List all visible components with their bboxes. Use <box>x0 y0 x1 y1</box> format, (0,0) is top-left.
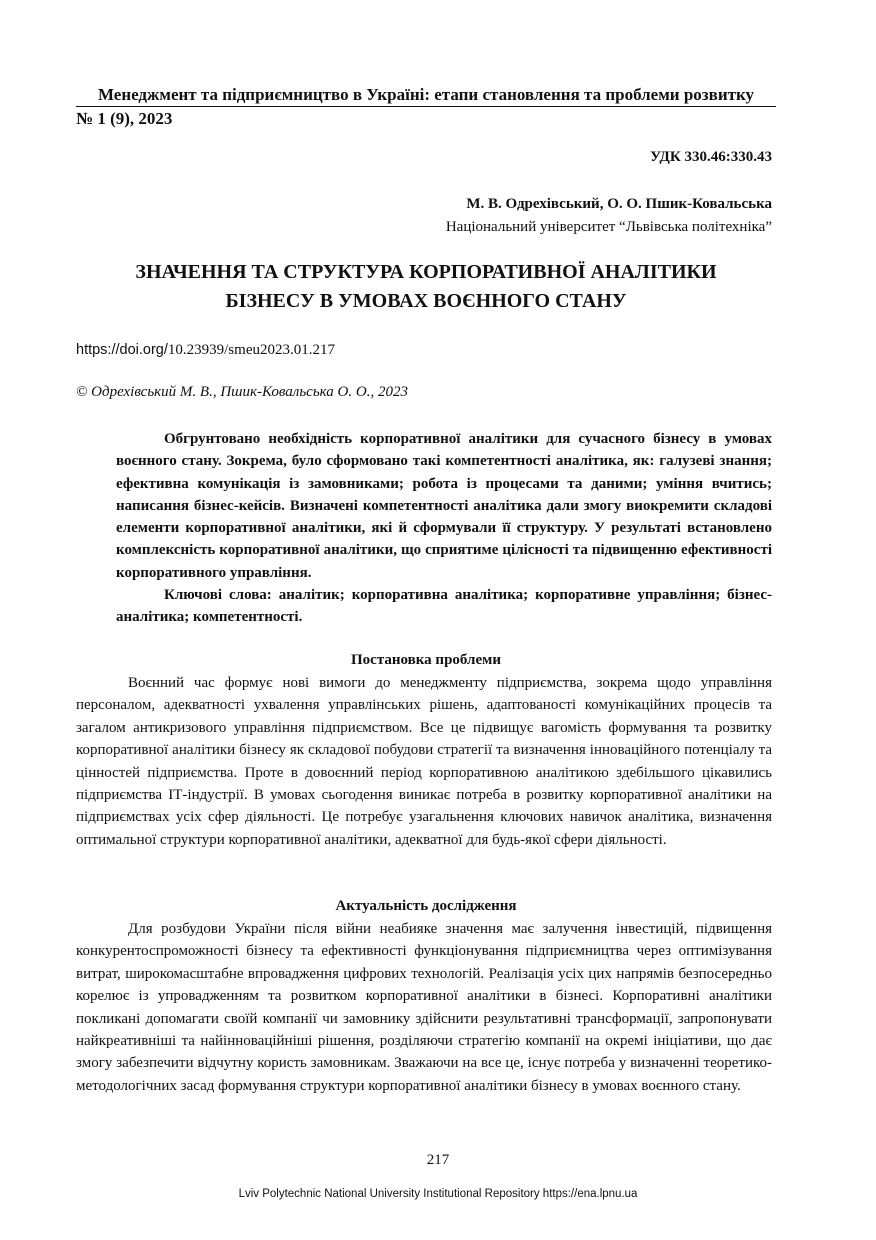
section-body-relevance <box>76 918 772 1097</box>
abstract <box>116 428 772 629</box>
doi-suffix: 10.23939/smeu2023.01.217 <box>167 342 335 358</box>
section-heading-relevance: Актуальність дослідження <box>335 898 517 914</box>
keywords: Ключові слова: аналітик; корпоративна аналітика; корпоративне управління; бізнес-аналітика; компетентності. <box>116 587 772 626</box>
section-heading-problem: Постановка проблеми <box>351 652 501 668</box>
issue-number: № 1 (9), 2023 <box>76 109 173 128</box>
udc-code: УДК 330.46:330.43 <box>650 149 772 165</box>
abstract-text: Обгрунтовано необхідність корпоративної аналітики для сучасного бізнесу в умовах воєнного стану. Зокрема, було сформовано такі компетентності аналітика, як: галузеві знання; ефективна комунікація із замовниками; робота із процесами та даними; уміння вчитись; написання бізнес-кейсів. Визначені компетентності аналітика дали змогу виокремити складові елементи корпоративної аналітики, які й сформували її структуру. У результаті встановлено комплексність корпоративної аналітики, що сприятиме цілісності та підвищенню ефективності корпоративного управління. <box>116 431 772 581</box>
article-title-line-1: ЗНАЧЕННЯ ТА СТРУКТУРА КОРПОРАТИВНОЇ АНАЛІТИКИ <box>135 261 717 283</box>
section-paragraph: Воєнний час формує нові вимоги до менеджменту підприємства, зокрема щодо управління персоналом, адекватності ухвалення управлінських рішень, адаптованості комунікаційних процесів та загалом антикризового управління підприємством. Все це підвищує вагомість формування та розвитку корпоративної аналітики бізнесу як складової побудови стратегії та визначення інноваційного потенціалу та цінностей підприємства. Проте в довоєнний період корпоративною аналітикою здебільшого цікавились підприємства ІТ-індустрії. В умовах сьогодення виникає потреба в розвитку корпоративної аналітики на підприємствах усіх сфер діяльності. Це потребує узагальнення ключових навичок аналітика, визначення оптимальної структури корпоративної аналітики, адекватної для будь-якої сфери діяльності. <box>76 675 772 848</box>
page-number: 217 <box>426 1152 450 1168</box>
repository-footer: Lviv Polytechnic National University Institutional Repository https://ena.lpnu.ua <box>238 1188 638 1200</box>
doi-link[interactable] <box>76 340 335 360</box>
journal-title: Менеджмент та підприємництво в Україні: етапи становлення та проблеми розвитку <box>97 85 755 104</box>
copyright: © Одрехівський М. В., Пшик-Ковальська О. О., 2023 <box>76 384 408 400</box>
authors: М. В. Одрехівський, О. О. Пшик-Ковальська <box>466 196 772 212</box>
section-paragraph: Для розбудови України після війни неабияке значення має залучення інвестицій, підвищення конкурентоспроможності бізнесу та ефективності функціонування підприємництва через оптимізування витрат, широкомасштабне впровадження цифрових технологій. Реалізація усіх цих напрямів безпосередньо корелює із упровадженням та розвитком корпоративної аналітики в бізнесі. Корпоративні аналітики покликані допомагати своїй компанії чи замовнику здійснити результативні трансформації, запропонувати найкреативніші та найінноваційніші рішення, розділяючи стратегію компанії на окремі ініціативи, що дає змогу забезпечити відчутну користь замовникам. Зважаючи на все це, існує потреба у визначенні теоретико-методологічних засад формування структури корпоративної аналітики бізнесу в умовах воєнного стану. <box>76 921 772 1094</box>
header-rule <box>76 106 776 107</box>
section-body-problem <box>76 672 772 851</box>
article-title-line-2: БІЗНЕСУ В УМОВАХ ВОЄННОГО СТАНУ <box>225 290 627 312</box>
doi-prefix: https://doi.org/ <box>76 342 168 358</box>
affiliation: Національний університет “Львівська політехніка” <box>445 219 772 235</box>
article-title <box>76 258 776 316</box>
